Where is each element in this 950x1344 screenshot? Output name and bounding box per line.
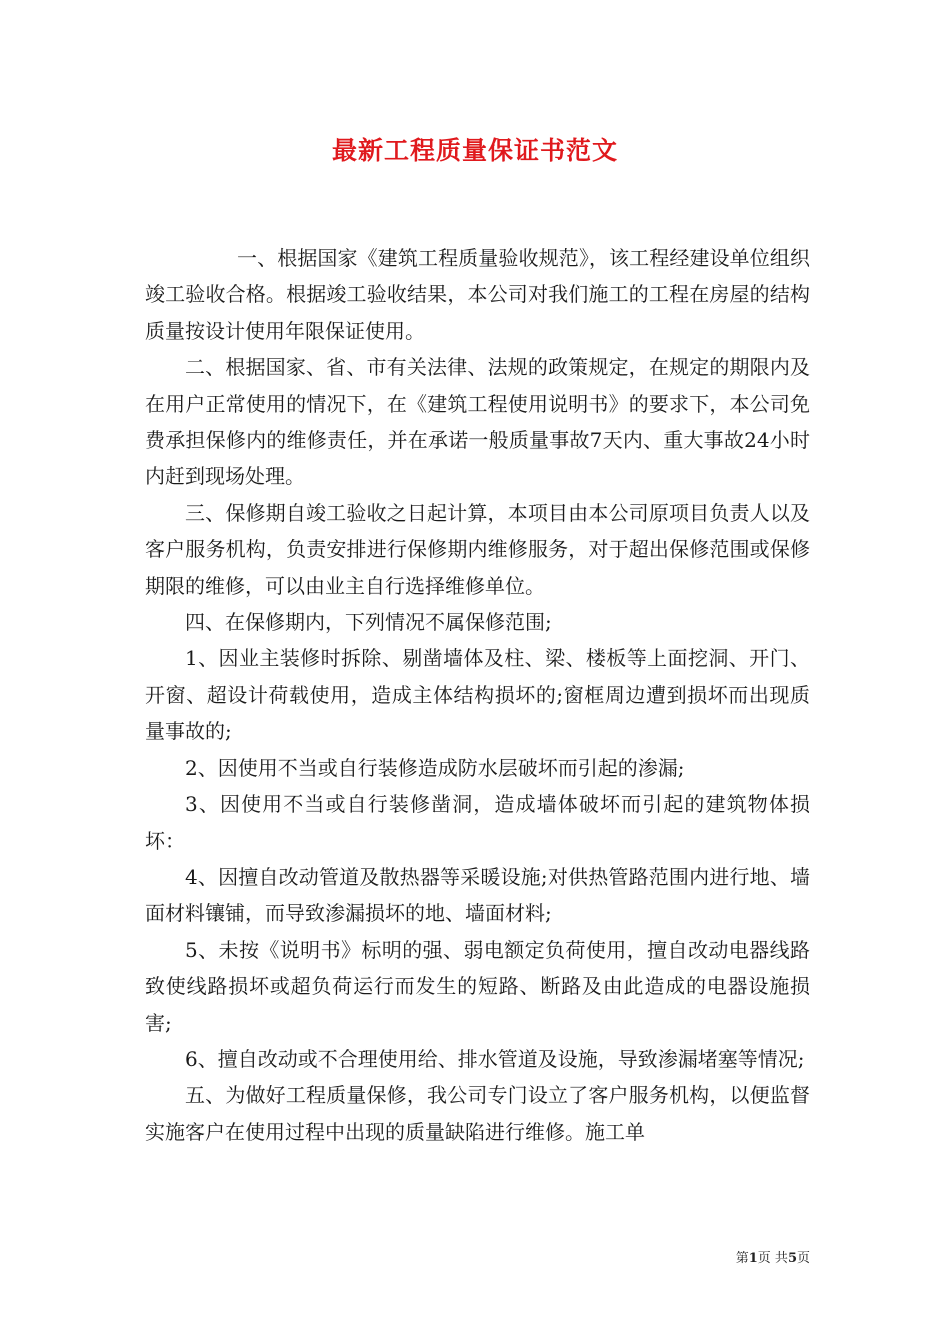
paragraph-3: 三、保修期自竣工验收之日起计算，本项目由本公司原项目负责人以及客户服务机构，负责安排进行保修期内维修服务，对于超出保修范围或保修期限的维修，可以由业主自行选择维修单位。: [145, 500, 810, 598]
total-pages: 5: [787, 1251, 797, 1266]
paragraph-4: 四、在保修期内，下列情况不属保修范围;: [185, 610, 552, 635]
paragraph-8: 4、因擅自改动管道及散热器等采暖设施;对供热管路范围内进行地、墙面材料镶铺，而导致渗漏损坏的地、墙面材料;: [145, 864, 810, 926]
paragraph-7: 3、因使用不当或自行装修凿洞，造成墙体破坏而引起的建筑物体损坏：: [145, 792, 810, 853]
paragraph-6: 2、因使用不当或自行装修造成防水层破坏而引起的渗漏;: [185, 755, 685, 780]
page-number-middle: 页 共: [757, 1251, 788, 1266]
page-number-suffix: 页: [796, 1251, 810, 1266]
paragraph-10: 6、擅自改动或不合理使用给、排水管道及设施，导致渗漏堵塞等情况;: [185, 1046, 805, 1071]
paragraph-9: 5、未按《说明书》标明的强、弱电额定负荷使用，擅自改动电器线路致使线路损坏或超负荷运行而发生的短路、断路及由此造成的电器设施损害;: [145, 937, 810, 1035]
paragraph-1: 一、根据国家《建筑工程质量验收规范》，该工程经建设单位组织竣工验收合格。根据竣工验收结果，本公司对我们施工的工程在房屋的结构质量按设计使用年限保证使用。: [145, 246, 810, 343]
page-number: [700, 1250, 810, 1268]
current-page: 1: [748, 1251, 758, 1266]
paragraph-5: 1、因业主装修时拆除、剔凿墙体及柱、梁、楼板等上面挖洞、开门、开窗、超设计荷载使用，造成主体结构损坏的;窗框周边遭到损坏而出现质量事故的;: [145, 646, 810, 744]
page-number-prefix: 第: [735, 1251, 749, 1266]
document-body: [145, 240, 810, 1150]
paragraph-2: 二、根据国家、省、市有关法律、法规的政策规定，在规定的期限内及在用户正常使用的情况下，在《建筑工程使用说明书》的要求下，本公司免费承担保修内的维修责任，并在承诺一般质量事故7天内、重大事故24小时内赶到现场处理。: [145, 355, 810, 489]
document-title: 最新工程质量保证书范文: [331, 136, 618, 165]
paragraph-11: 五、为做好工程质量保修，我公司专门设立了客户服务机构，以便监督实施客户在使用过程中出现的质量缺陷进行维修。施工单: [145, 1083, 810, 1144]
